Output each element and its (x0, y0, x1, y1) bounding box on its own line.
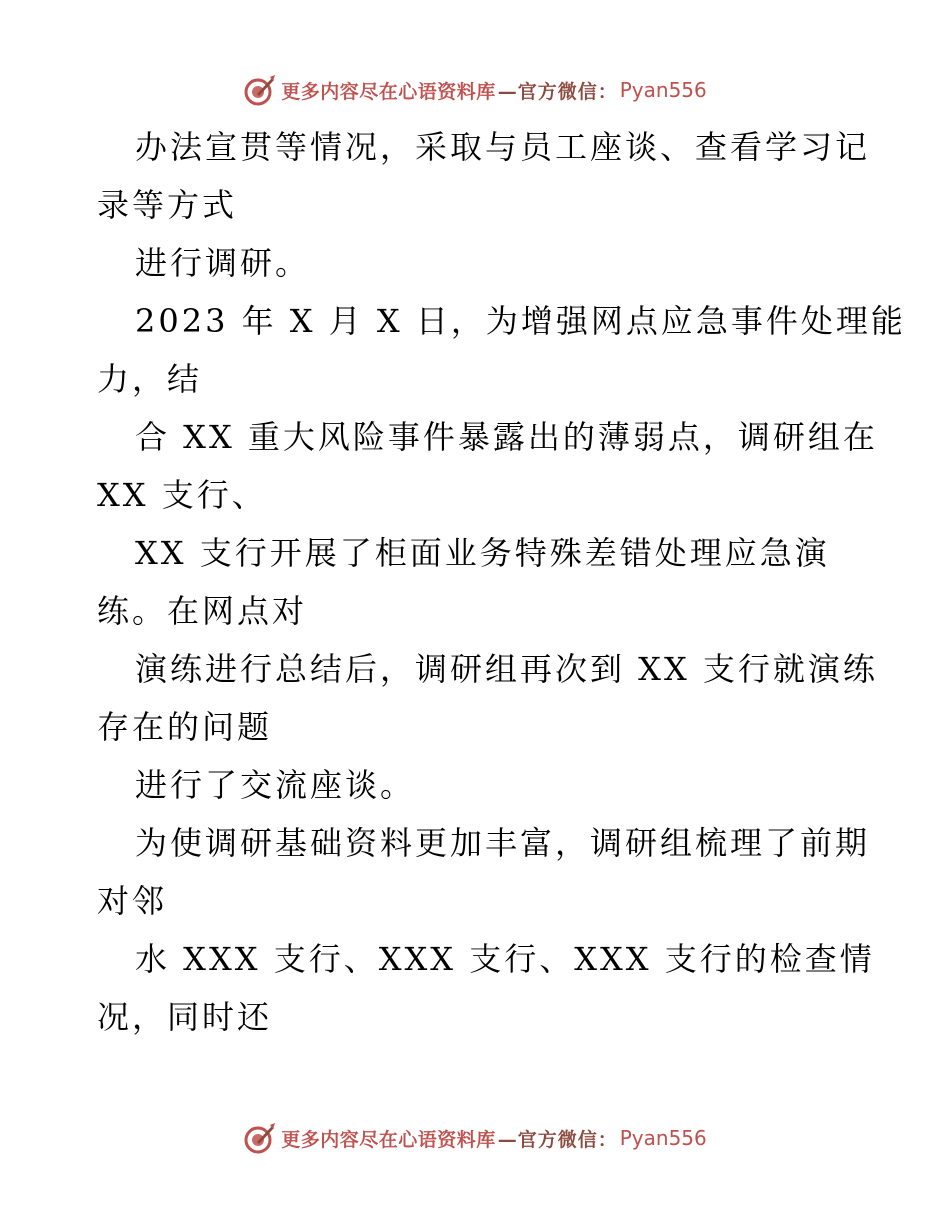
text-line: 为使调研基础资料更加丰富，调研组梳理了前期 (135, 824, 871, 862)
text-line: XX 支行开展了柜面业务特殊差错处理应急演 (135, 534, 830, 572)
text-line: 存在的问题 (97, 708, 273, 746)
text-line: 演练进行总结后，调研组再次到 XX 支行就演练 (135, 650, 878, 688)
text-line: 况，同时还 (97, 998, 273, 1036)
banner-main-text: 更多内容尽在心语资料库 (281, 80, 496, 103)
document-body (97, 118, 906, 1046)
banner-main-text: 更多内容尽在心语资料库 (281, 1128, 496, 1151)
text-line: XX 支行、 (97, 476, 267, 514)
text-line: 水 XXX 支行、XXX 支行、XXX 支行的检查情 (135, 940, 875, 978)
quill-emblem-icon (243, 73, 277, 107)
text-line: 进行调研。 (135, 244, 311, 282)
quill-emblem-icon (243, 1121, 277, 1155)
footer-banner (0, 1118, 950, 1158)
text-line: 力，结 (97, 360, 203, 398)
text-line: 进行了交流座谈。 (135, 766, 416, 804)
text-line: 对邻 (97, 882, 168, 920)
banner-wechat-id: Pyan556 (619, 78, 707, 102)
banner-wechat-id: Pyan556 (619, 1126, 707, 1150)
header-banner (0, 70, 950, 110)
text-line: 办法宣贯等情况，采取与员工座谈、查看学习记 (135, 128, 871, 166)
text-line: 2023 年 X 月 X 日，为增强网点应急事件处理能 (135, 302, 906, 340)
text-line: 录等方式 (97, 186, 238, 224)
text-line: 合 XX 重大风险事件暴露出的薄弱点，调研组在 (135, 418, 878, 456)
banner-sub-text: —官方微信： (497, 1128, 618, 1151)
banner-sub-text: —官方微信： (497, 80, 618, 103)
text-line: 练。在网点对 (97, 592, 308, 630)
